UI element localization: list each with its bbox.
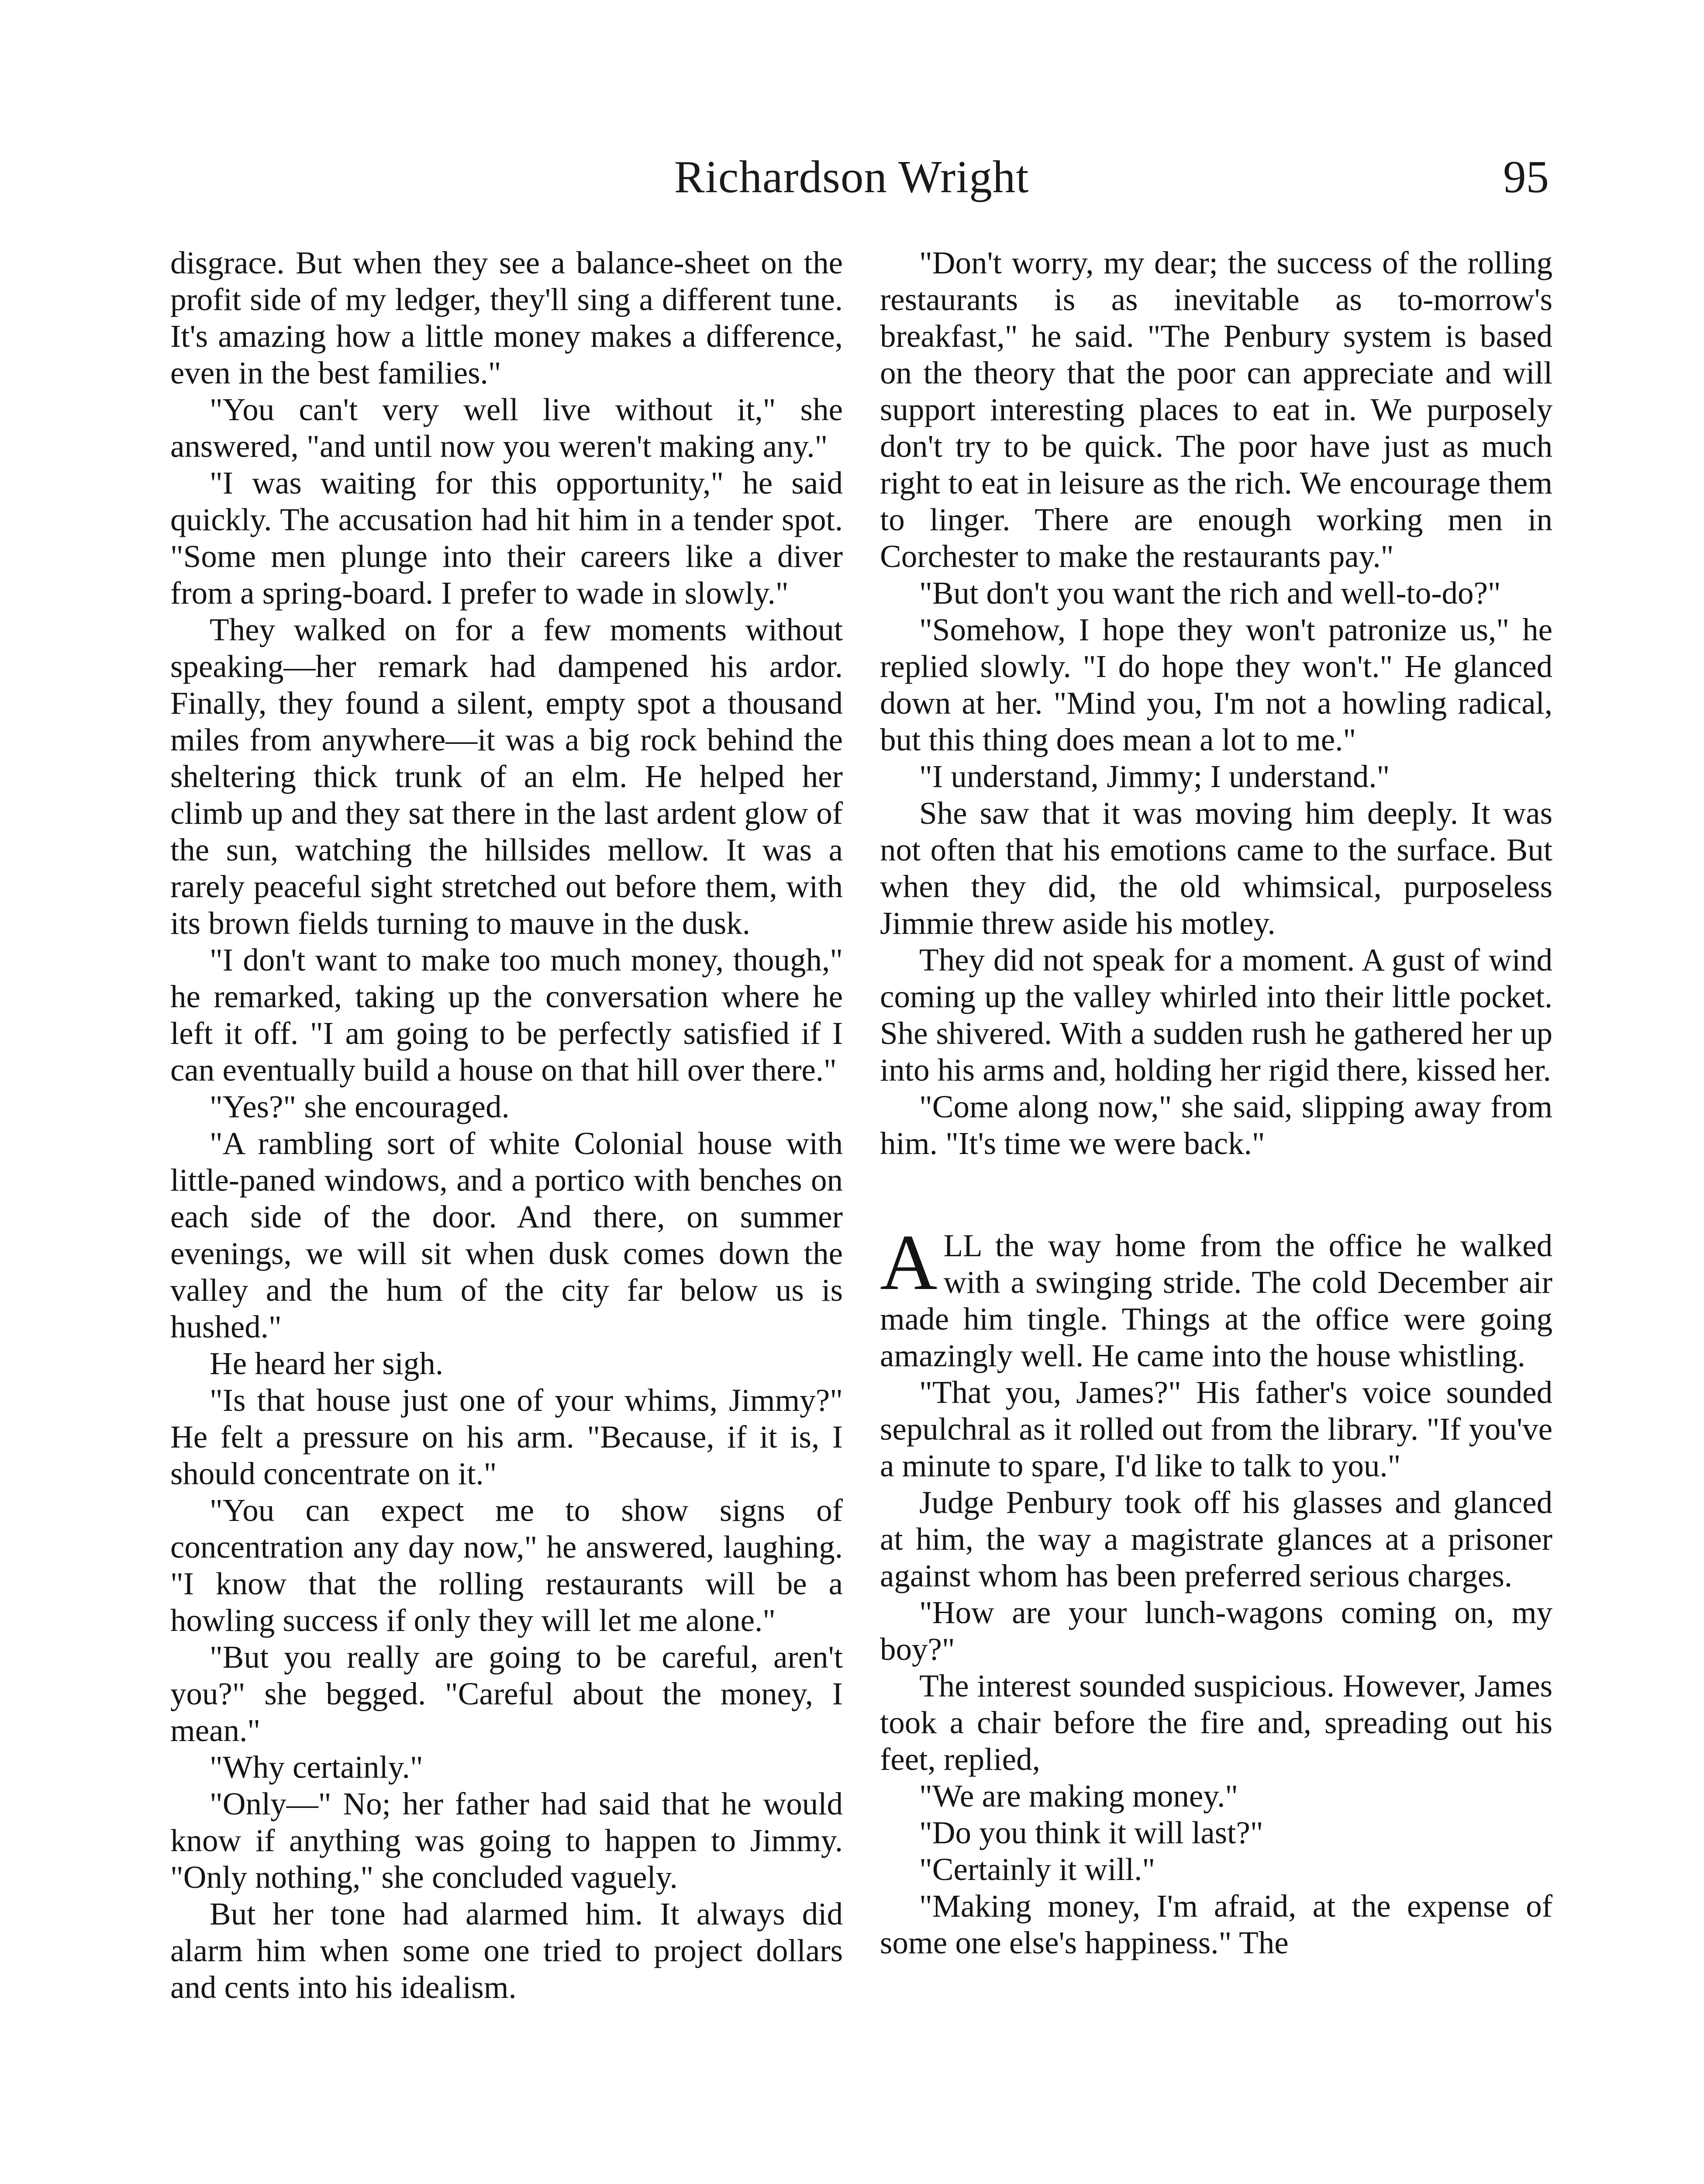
paragraph: Judge Penbury took off his glasses and glanced at him, the way a magistrate glances at a prisoner against whom has been preferred serious charges. [880,1485,1552,1593]
drop-cap: A [880,1219,938,1306]
paragraph: "Why certainly." [210,1749,423,1785]
paragraph: "But don't you want the rich and well-to-do?" [919,575,1501,611]
right-column [880,245,1552,1961]
paragraph: He heard her sigh. [210,1346,444,1381]
paragraph: The interest sounded suspicious. However, James took a chair before the fire and, spreading out his feet, replied, [880,1668,1552,1777]
paragraph: "Don't worry, my dear; the success of the rolling restaurants is as inevitable as to-morrow's breakfast," he said. "The Penbury system is based on the theory that the poor can appreciate and will support interesting places to eat in. We purposely don't try to be quick. The poor have just as much right to eat in leisure as the rich. We encourage them to linger. There are enough working men in Corchester to make the restaurants pay." [880,245,1552,574]
running-head-author: Richardson Wright [674,151,1029,202]
paragraph: "Is that house just one of your whims, Jimmy?" He felt a pressure on his arm. "Because, if it is, I should concentrate on it." [170,1382,843,1491]
paragraph: "I understand, Jimmy; I understand." [919,759,1390,794]
section-break [880,1162,1552,1227]
left-column [170,245,843,2006]
paragraph: "I was waiting for this opportunity," he said quickly. The accusation had hit him in a tender spot. "Some men plunge into their careers like a diver from a spring-board. I prefer to wade in slowly." [170,465,843,611]
paragraph: "Somehow, I hope they won't patronize us," he replied slowly. "I do hope they won't." He glanced down at her. "Mind you, I'm not a howling radical, but this thing does mean a lot to me." [880,612,1552,757]
paragraph: "Yes?" she encouraged. [210,1089,510,1124]
paragraph: "How are your lunch-wagons coming on, my boy?" [880,1595,1552,1667]
paragraph: "We are making money." [919,1778,1238,1814]
paragraph: "Come along now," she said, slipping away from him. "It's time we were back." [880,1089,1552,1161]
paragraph: She saw that it was moving him deeply. It was not often that his emotions came to the surface. But when they did, the old whimsical, purposeless Jimmie threw aside his motley. [880,795,1552,941]
paragraph: "But you really are going to be careful, aren't you?" she begged. "Careful about the money, I mean." [170,1639,843,1748]
paragraph: They did not speak for a moment. A gust of wind coming up the valley whirled into their little pocket. She shivered. With a sudden rush he gathered her up into his arms and, holding her rigid there, kissed her. [880,942,1552,1088]
paragraph: "Do you think it will last?" [919,1815,1263,1850]
paragraph-continued: disgrace. But when they see a balance-sheet on the profit side of my ledger, they'll sing a different tune. It's amazing how a little money makes a difference, even in the best families." [170,245,843,390]
section-opening-paragraph [880,1219,1552,1374]
page-number: 95 [1503,151,1549,202]
paragraph: "I don't want to make too much money, though," he remarked, taking up the conversation where he left it off. "I am going to be perfectly satisfied if I can eventually build a house on that hill over there." [170,942,843,1088]
paragraph: "Making money, I'm afraid, at the expense of some one else's happiness." The [880,1888,1552,1960]
paragraph: "That you, James?" His father's voice sounded sepulchral as it rolled out from the library. "If you've a minute to spare, I'd like to talk to you." [880,1375,1552,1483]
paragraph: "You can expect me to show signs of concentration any day now," he answered, laughing. "I know that the rolling restaurants will be a howling success if only they will let me alone." [170,1493,843,1638]
paragraph: "Only—" No; her father had said that he would know if anything was going to happen to Jimmy. "Only nothing," she concluded vaguely. [170,1786,843,1895]
paragraph: But her tone had alarmed him. It always did alarm him when some one tried to project dollars and cents into his idealism. [170,1896,843,2005]
section-opening-text: LL the way home from the office he walked with a swinging stride. The cold December air made him tingle. Things at the office were going amazingly well. He came into the house whistling. [880,1228,1552,1373]
paragraph: "A rambling sort of white Colonial house with little-paned windows, and a portico with benches on each side of the door. And there, on summer evenings, we will sit when dusk comes down the valley and the hum of the city far below us is hushed." [170,1126,843,1344]
paragraph: "You can't very well live without it," she answered, "and until now you weren't making any." [170,392,843,464]
paragraph: "Certainly it will." [919,1852,1156,1887]
paragraph: They walked on for a few moments without speaking—her remark had dampened his ardor. Finally, they found a silent, empty spot a thousand miles from anywhere—it was a big rock behind the sheltering thick trunk of an elm. He helped her climb up and they sat there in the last ardent glow of the sun, watching the hillsides mellow. It was a rarely peaceful sight stretched out before them, with its brown fields turning to mauve in the dusk. [170,612,843,941]
